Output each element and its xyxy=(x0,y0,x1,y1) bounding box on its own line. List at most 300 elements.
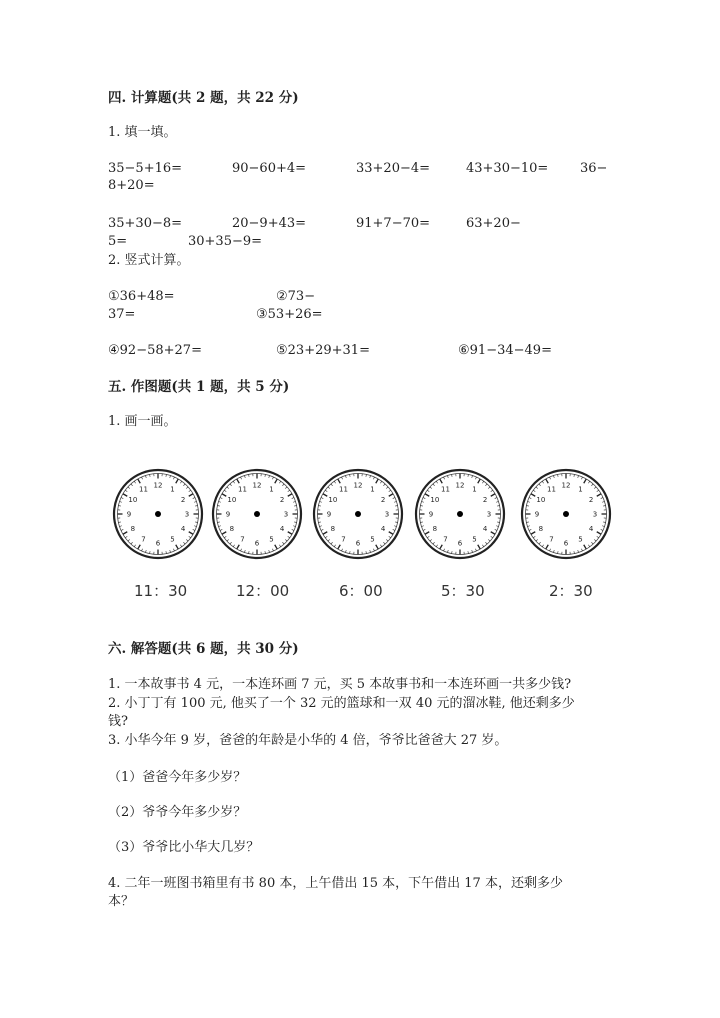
hour-tick xyxy=(597,532,601,535)
minute-tick xyxy=(602,501,604,502)
minute-tick xyxy=(292,498,294,499)
minute-tick xyxy=(591,484,593,486)
minute-tick xyxy=(345,550,346,552)
minute-tick xyxy=(482,481,483,483)
minute-tick xyxy=(272,477,273,479)
minute-tick xyxy=(588,545,589,547)
minute-tick xyxy=(433,542,435,544)
minute-tick xyxy=(597,490,599,491)
minute-tick xyxy=(186,487,188,489)
clock-face xyxy=(414,468,506,560)
minute-tick xyxy=(142,549,143,551)
clock-number: 3 xyxy=(486,510,492,519)
expr-4-1-h: 91+7−70= xyxy=(356,216,431,231)
minute-tick xyxy=(150,474,151,476)
q6-3-sub-1: （1）爸爸今年多少岁？ xyxy=(108,770,247,785)
minute-tick xyxy=(183,542,185,544)
minute-tick xyxy=(366,551,367,553)
minute-tick xyxy=(389,536,391,537)
minute-tick xyxy=(485,542,487,544)
minute-tick xyxy=(550,549,551,551)
minute-tick xyxy=(244,475,245,477)
minute-tick xyxy=(475,477,476,479)
minute-tick xyxy=(491,490,493,491)
clock-number: 12 xyxy=(153,481,163,490)
hour-tick xyxy=(597,494,601,497)
minute-tick xyxy=(427,536,429,537)
clock-number: 8 xyxy=(330,525,336,533)
minute-tick xyxy=(597,536,599,537)
minute-tick xyxy=(383,542,385,544)
clock-face xyxy=(112,468,204,560)
minute-tick xyxy=(189,490,191,491)
minute-tick xyxy=(227,539,229,541)
minute-tick xyxy=(394,501,396,502)
minute-tick xyxy=(217,506,219,507)
hour-tick xyxy=(389,494,393,497)
hour-tick xyxy=(478,479,481,483)
q6-3: 3. 小华今年 9 岁，爸爸的年龄是小华的 4 倍，爷爷比爸爸大 27 岁。 xyxy=(108,733,508,748)
expr-4-1-f: 35+30−8= xyxy=(108,216,183,231)
minute-tick xyxy=(395,522,397,523)
minute-tick xyxy=(533,536,535,537)
minute-tick xyxy=(373,549,374,551)
hour-tick xyxy=(323,532,327,535)
minute-tick xyxy=(601,498,603,499)
minute-tick xyxy=(134,545,135,547)
minute-tick xyxy=(345,475,346,477)
clock-number: 1 xyxy=(170,485,175,494)
vcalc-5: ⑤23+29+31= xyxy=(276,343,370,358)
hour-tick xyxy=(546,545,549,549)
clock-number: 5 xyxy=(370,535,375,544)
minute-tick xyxy=(173,477,174,479)
q4-1-label: 1. 填一填。 xyxy=(108,125,177,140)
minute-tick xyxy=(194,501,196,502)
clock-number: 3 xyxy=(283,510,289,519)
minute-tick xyxy=(495,498,497,499)
minute-tick xyxy=(233,481,234,483)
minute-tick xyxy=(495,529,497,530)
minute-tick xyxy=(319,501,321,502)
minute-tick xyxy=(533,490,535,491)
minute-tick xyxy=(394,526,396,527)
minute-tick xyxy=(173,549,174,551)
clock-number: 4 xyxy=(482,525,488,533)
minute-tick xyxy=(269,475,270,477)
hour-tick xyxy=(237,545,240,549)
hour-tick xyxy=(584,479,587,483)
vcalc-4: ④92−58+27= xyxy=(108,343,202,358)
minute-tick xyxy=(436,545,437,547)
expr-4-1-d: 43+30−10= xyxy=(466,161,549,176)
clock-number: 5 xyxy=(472,535,477,544)
minute-tick xyxy=(539,484,541,486)
minute-tick xyxy=(325,490,327,491)
minute-tick xyxy=(119,526,121,527)
minute-tick xyxy=(285,487,287,489)
clock-number: 10 xyxy=(328,496,338,504)
minute-tick xyxy=(420,522,422,523)
minute-tick xyxy=(578,550,579,552)
hour-tick xyxy=(275,479,278,483)
clock-number: 12 xyxy=(561,481,571,490)
clock-number: 9 xyxy=(428,510,434,519)
minute-tick xyxy=(526,522,528,523)
section-5-title: 五. 作图题(共 1 题，共 5 分) xyxy=(108,379,290,395)
hour-tick xyxy=(138,479,141,483)
minute-tick xyxy=(194,526,196,527)
clock-number: 9 xyxy=(126,510,132,519)
hour-tick xyxy=(222,494,226,497)
expr-4-1-i-cont: 5= xyxy=(108,234,128,249)
minute-tick xyxy=(488,539,490,541)
minute-tick xyxy=(342,549,343,551)
minute-tick xyxy=(293,501,295,502)
minute-tick xyxy=(497,506,499,507)
minute-tick xyxy=(220,529,222,530)
minute-tick xyxy=(279,481,280,483)
minute-tick xyxy=(249,551,250,553)
minute-tick xyxy=(265,551,266,553)
minute-tick xyxy=(125,536,127,537)
clock-number: 9 xyxy=(225,510,231,519)
minute-tick xyxy=(119,501,121,502)
clock-time-label: 11：30 xyxy=(134,582,188,600)
minute-tick xyxy=(421,501,423,502)
minute-tick xyxy=(328,539,330,541)
minute-tick xyxy=(550,477,551,479)
minute-tick xyxy=(128,539,130,541)
minute-tick xyxy=(370,550,371,552)
clock-number: 6 xyxy=(155,539,161,548)
minute-tick xyxy=(217,522,219,523)
clock-center-dot xyxy=(155,511,161,517)
clock-number: 6 xyxy=(457,539,463,548)
minute-tick xyxy=(380,545,381,547)
minute-tick xyxy=(244,550,245,552)
minute-tick xyxy=(334,545,335,547)
minute-tick xyxy=(282,542,284,544)
minute-tick xyxy=(166,551,167,553)
minute-tick xyxy=(386,487,388,489)
clock-number: 7 xyxy=(141,535,146,544)
minute-tick xyxy=(578,475,579,477)
minute-tick xyxy=(233,545,234,547)
minute-tick xyxy=(334,481,335,483)
hour-tick xyxy=(123,532,127,535)
clock-number: 8 xyxy=(432,525,438,533)
clock-center-dot xyxy=(563,511,569,517)
expr-4-1-j: 30+35−9= xyxy=(188,234,263,249)
minute-tick xyxy=(536,487,538,489)
clock-time-label: 6：00 xyxy=(339,582,383,600)
expr-4-1-b: 90−60+4= xyxy=(232,161,307,176)
hour-tick xyxy=(376,479,379,483)
minute-tick xyxy=(241,549,242,551)
q4-2-label: 2. 竖式计算。 xyxy=(108,253,190,268)
clock-time-label: 2：30 xyxy=(549,582,593,600)
hour-tick xyxy=(425,532,429,535)
clock-number: 12 xyxy=(252,481,262,490)
minute-tick xyxy=(468,551,469,553)
minute-tick xyxy=(321,529,323,530)
clock-number: 6 xyxy=(254,539,260,548)
clock-number: 11 xyxy=(339,485,348,494)
minute-tick xyxy=(574,551,575,553)
minute-tick xyxy=(529,529,531,530)
hour-tick xyxy=(440,545,443,549)
minute-tick xyxy=(602,526,604,527)
minute-tick xyxy=(318,506,320,507)
expr-4-1-e: 36− xyxy=(580,161,608,176)
expr-4-1-c: 33+20−4= xyxy=(356,161,431,176)
minute-tick xyxy=(423,498,425,499)
minute-tick xyxy=(125,490,127,491)
clock-number: 8 xyxy=(538,525,544,533)
clock-number: 5 xyxy=(578,535,583,544)
hour-tick xyxy=(478,545,481,549)
minute-tick xyxy=(170,475,171,477)
minute-tick xyxy=(195,522,197,523)
clock-face xyxy=(520,468,612,560)
hour-tick xyxy=(338,479,341,483)
hour-tick xyxy=(531,494,535,497)
minute-tick xyxy=(427,490,429,491)
minute-tick xyxy=(294,506,296,507)
minute-tick xyxy=(491,536,493,537)
q6-1: 1. 一本故事书 4 元，一本连环画 7 元，买 5 本故事书和一本连环画一共多少钱? xyxy=(108,677,572,692)
clock-number: 7 xyxy=(549,535,554,544)
vcalc-1: ①36+48= xyxy=(108,289,175,304)
clock-number: 10 xyxy=(430,496,440,504)
minute-tick xyxy=(468,474,469,476)
clock-number: 4 xyxy=(279,525,285,533)
minute-tick xyxy=(539,542,541,544)
minute-tick xyxy=(293,526,295,527)
q6-2-cont: 钱? xyxy=(108,714,128,729)
minute-tick xyxy=(444,549,445,551)
hour-tick xyxy=(491,494,495,497)
minute-tick xyxy=(272,549,273,551)
hour-tick xyxy=(323,494,327,497)
clock-number: 1 xyxy=(472,485,477,494)
minute-tick xyxy=(328,487,330,489)
minute-tick xyxy=(423,529,425,530)
minute-tick xyxy=(496,526,498,527)
minute-tick xyxy=(218,501,220,502)
minute-tick xyxy=(433,484,435,486)
minute-tick xyxy=(447,550,448,552)
minute-tick xyxy=(294,522,296,523)
clock-number: 11 xyxy=(547,485,556,494)
clock-center-dot xyxy=(254,511,260,517)
minute-tick xyxy=(393,498,395,499)
clock-number: 10 xyxy=(536,496,546,504)
minute-tick xyxy=(588,481,589,483)
minute-tick xyxy=(601,529,603,530)
minute-tick xyxy=(193,498,195,499)
clock-number: 3 xyxy=(592,510,598,519)
hour-tick xyxy=(288,494,292,497)
hour-tick xyxy=(338,545,341,549)
minute-tick xyxy=(496,501,498,502)
minute-tick xyxy=(350,551,351,553)
section-4-title: 四. 计算题(共 2 题，共 22 分) xyxy=(108,90,299,106)
minute-tick xyxy=(395,506,397,507)
clock-number: 7 xyxy=(341,535,346,544)
minute-tick xyxy=(121,529,123,530)
minute-tick xyxy=(166,474,167,476)
q6-2: 2. 小丁丁有 100 元, 他买了一个 32 元的篮球和一双 40 元的溜冰鞋, 他还剩多少 xyxy=(108,696,575,711)
minute-tick xyxy=(265,474,266,476)
minute-tick xyxy=(227,487,229,489)
minute-tick xyxy=(373,477,374,479)
clock-number: 11 xyxy=(139,485,148,494)
minute-tick xyxy=(447,475,448,477)
minute-tick xyxy=(134,481,135,483)
clock-number: 3 xyxy=(184,510,190,519)
minute-tick xyxy=(420,506,422,507)
hour-tick xyxy=(222,532,226,535)
clock-number: 5 xyxy=(269,535,274,544)
clock-number: 2 xyxy=(279,496,285,504)
clock-number: 11 xyxy=(238,485,247,494)
clock-number: 5 xyxy=(170,535,175,544)
minute-tick xyxy=(319,526,321,527)
vcalc-6: ⑥91−34−49= xyxy=(458,343,552,358)
minute-tick xyxy=(603,522,605,523)
minute-tick xyxy=(350,474,351,476)
q5-1-label: 1. 画一画。 xyxy=(108,414,177,429)
minute-tick xyxy=(430,539,432,541)
minute-tick xyxy=(553,550,554,552)
hour-tick xyxy=(288,532,292,535)
minute-tick xyxy=(436,481,437,483)
clock-number: 1 xyxy=(578,485,583,494)
minute-tick xyxy=(366,474,367,476)
clock-number: 6 xyxy=(563,539,569,548)
expr-4-1-a: 35−5+16= xyxy=(108,161,183,176)
minute-tick xyxy=(475,549,476,551)
minute-tick xyxy=(421,526,423,527)
minute-tick xyxy=(118,522,120,523)
clock-number: 9 xyxy=(326,510,332,519)
expr-4-1-e-cont: 8+20= xyxy=(108,178,155,193)
minute-tick xyxy=(269,550,270,552)
minute-tick xyxy=(224,536,226,537)
clock-number: 9 xyxy=(534,510,540,519)
minute-tick xyxy=(321,498,323,499)
q6-4: 4. 二年一班图书箱里有书 80 本，上午借出 15 本，下午借出 17 本，还剩多少 xyxy=(108,876,563,891)
clock-number: 12 xyxy=(353,481,363,490)
clock-time-label: 5：30 xyxy=(441,582,485,600)
minute-tick xyxy=(195,506,197,507)
minute-tick xyxy=(380,481,381,483)
minute-tick xyxy=(325,536,327,537)
hour-tick xyxy=(176,479,179,483)
minute-tick xyxy=(145,550,146,552)
hour-tick xyxy=(189,532,193,535)
clock-face xyxy=(312,468,404,560)
minute-tick xyxy=(488,487,490,489)
hour-tick xyxy=(189,494,193,497)
clock-face xyxy=(211,468,303,560)
minute-tick xyxy=(542,481,543,483)
q6-4-cont: 本？ xyxy=(108,894,135,909)
minute-tick xyxy=(220,498,222,499)
clock-center-dot xyxy=(457,511,463,517)
minute-tick xyxy=(249,474,250,476)
hour-tick xyxy=(425,494,429,497)
minute-tick xyxy=(383,484,385,486)
clock-number: 2 xyxy=(482,496,488,504)
minute-tick xyxy=(497,522,499,523)
minute-tick xyxy=(594,487,596,489)
minute-tick xyxy=(241,477,242,479)
expr-4-1-g: 20−9+43= xyxy=(232,216,307,231)
minute-tick xyxy=(189,536,191,537)
hour-tick xyxy=(176,545,179,549)
minute-tick xyxy=(282,484,284,486)
minute-tick xyxy=(224,490,226,491)
minute-tick xyxy=(444,477,445,479)
clock-number: 4 xyxy=(380,525,386,533)
minute-tick xyxy=(342,477,343,479)
hour-tick xyxy=(546,479,549,483)
minute-tick xyxy=(288,536,290,537)
minute-tick xyxy=(558,474,559,476)
hour-tick xyxy=(491,532,495,535)
minute-tick xyxy=(331,484,333,486)
minute-tick xyxy=(230,542,232,544)
minute-tick xyxy=(145,475,146,477)
section-6-title: 六. 解答题(共 6 题，共 30 分) xyxy=(108,641,299,657)
minute-tick xyxy=(279,545,280,547)
minute-tick xyxy=(527,501,529,502)
minute-tick xyxy=(452,551,453,553)
clock-number: 10 xyxy=(128,496,138,504)
minute-tick xyxy=(581,477,582,479)
expr-4-1-i: 63+20− xyxy=(466,216,521,231)
clock-number: 12 xyxy=(455,481,465,490)
minute-tick xyxy=(472,475,473,477)
clock-number: 2 xyxy=(380,496,386,504)
clock-number: 7 xyxy=(443,535,448,544)
hour-tick xyxy=(389,532,393,535)
hour-tick xyxy=(237,479,240,483)
minute-tick xyxy=(386,539,388,541)
minute-tick xyxy=(594,539,596,541)
q6-3-sub-2: （2）爷爷今年多少岁？ xyxy=(108,805,247,820)
q6-3-sub-3: （3）爷爷比小华大几岁？ xyxy=(108,840,260,855)
minute-tick xyxy=(128,487,130,489)
minute-tick xyxy=(581,549,582,551)
hour-tick xyxy=(531,532,535,535)
hour-tick xyxy=(440,479,443,483)
minute-tick xyxy=(452,474,453,476)
clock-time-label: 12：00 xyxy=(236,582,290,600)
hour-tick xyxy=(138,545,141,549)
minute-tick xyxy=(529,498,531,499)
minute-tick xyxy=(193,529,195,530)
minute-tick xyxy=(186,539,188,541)
minute-tick xyxy=(142,477,143,479)
minute-tick xyxy=(285,539,287,541)
clock-number: 6 xyxy=(355,539,361,548)
minute-tick xyxy=(482,545,483,547)
hour-tick xyxy=(275,545,278,549)
